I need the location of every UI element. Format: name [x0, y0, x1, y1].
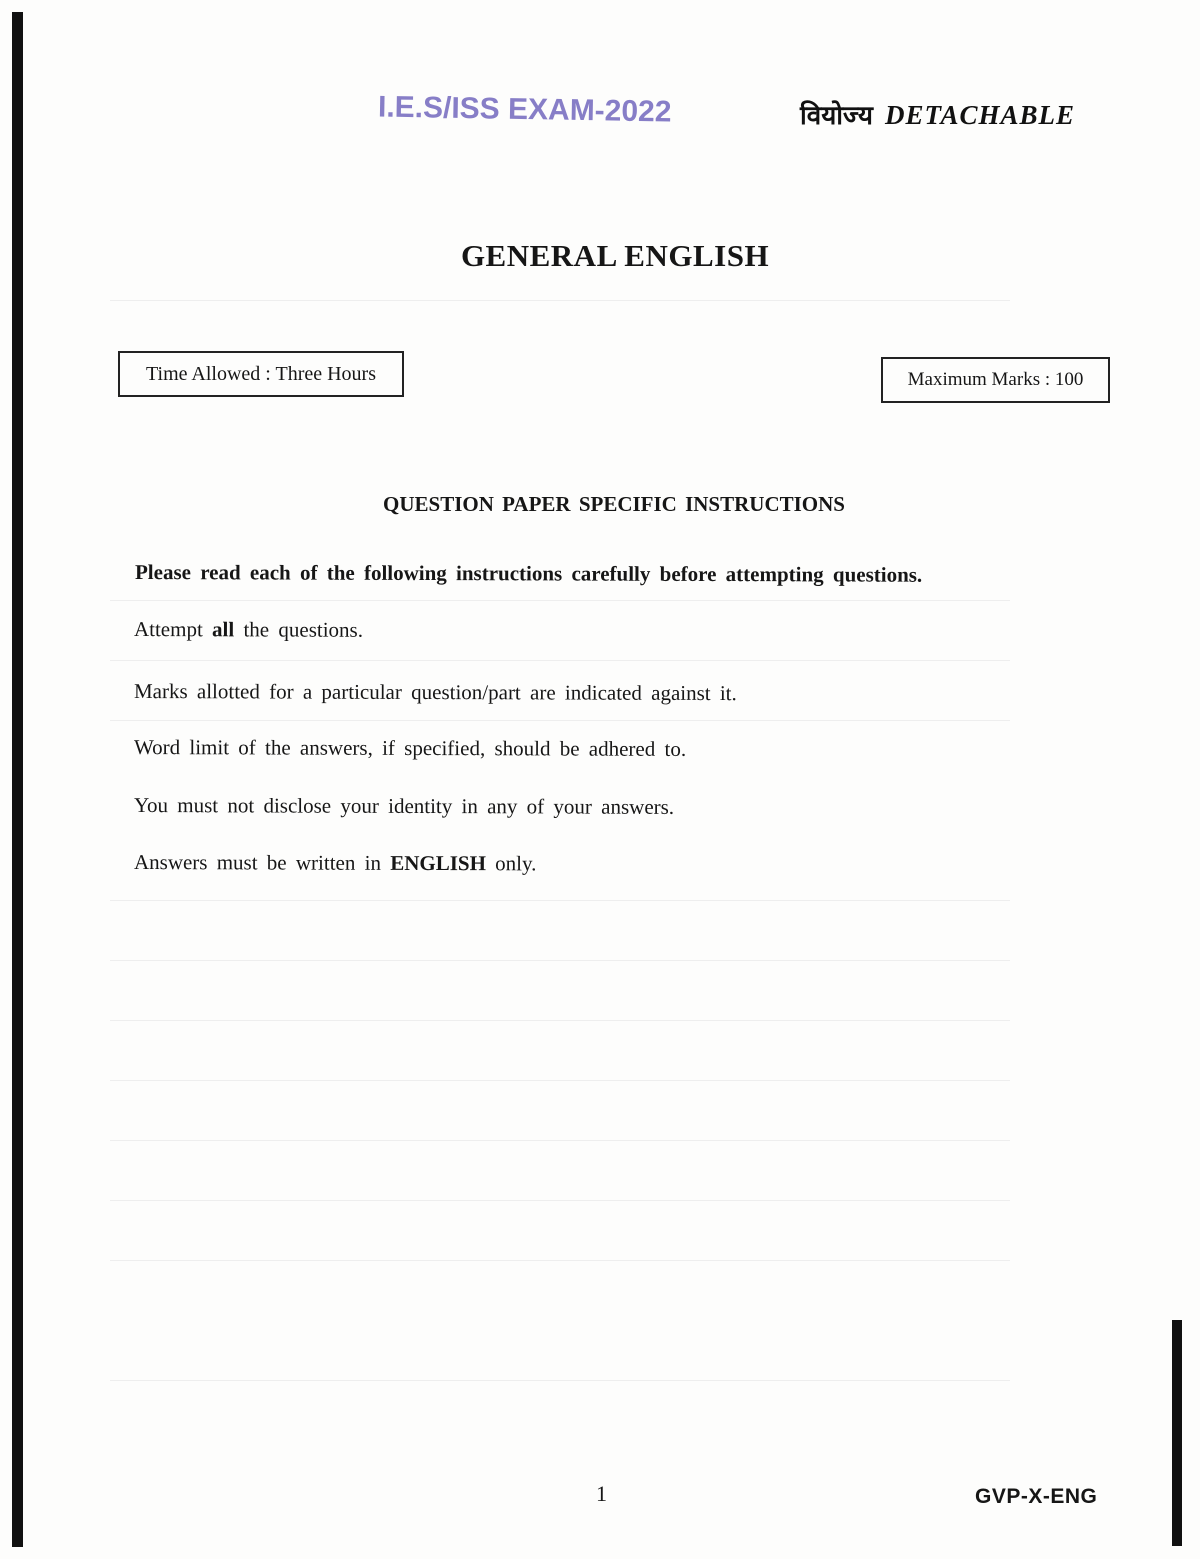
page-number: 1	[596, 1481, 607, 1506]
instruction-item: Attempt all the questions.	[133, 617, 364, 642]
show-through-line	[110, 660, 1010, 661]
show-through-line	[110, 300, 1010, 301]
detachable-hindi: वियोज्य	[800, 101, 873, 131]
show-through-line	[110, 1260, 1010, 1261]
show-through-line	[110, 720, 1010, 721]
paper-code: GVP-X-ENG	[975, 1485, 1098, 1508]
maximum-marks-box: Maximum Marks : 100	[881, 357, 1110, 403]
instruction-item: Word limit of the answers, if specified, should be adhered to.	[133, 735, 687, 761]
instruction-item: You must not disclose your identity in any of your answers.	[133, 793, 675, 819]
instructions-heading: QUESTION PAPER SPECIFIC INSTRUCTIONS	[383, 492, 845, 516]
show-through-line	[110, 1080, 1010, 1081]
show-through-line	[110, 960, 1010, 961]
show-through-line	[110, 1020, 1010, 1021]
show-through-line	[110, 1200, 1010, 1201]
instruction-item: Answers must be written in ENGLISH only.	[133, 850, 537, 876]
time-allowed-box: Time Allowed : Three Hours	[118, 351, 404, 397]
show-through-line	[110, 600, 1010, 601]
paper-title: GENERAL ENGLISH	[460, 238, 770, 273]
show-through-line	[110, 1380, 1010, 1381]
exam-stamp: I.E.S/ISS EXAM-2022	[377, 90, 672, 129]
detachable-label	[800, 96, 1075, 132]
detachable-english: DETACHABLE	[884, 100, 1076, 130]
instructions-lead: Please read each of the following instructions carefully before attempting questions.	[134, 560, 923, 587]
instruction-item: Marks allotted for a particular question/part are indicated against it.	[133, 679, 737, 706]
show-through-line	[110, 900, 1010, 901]
show-through-line	[110, 1140, 1010, 1141]
scan-border-right	[1172, 1320, 1182, 1546]
